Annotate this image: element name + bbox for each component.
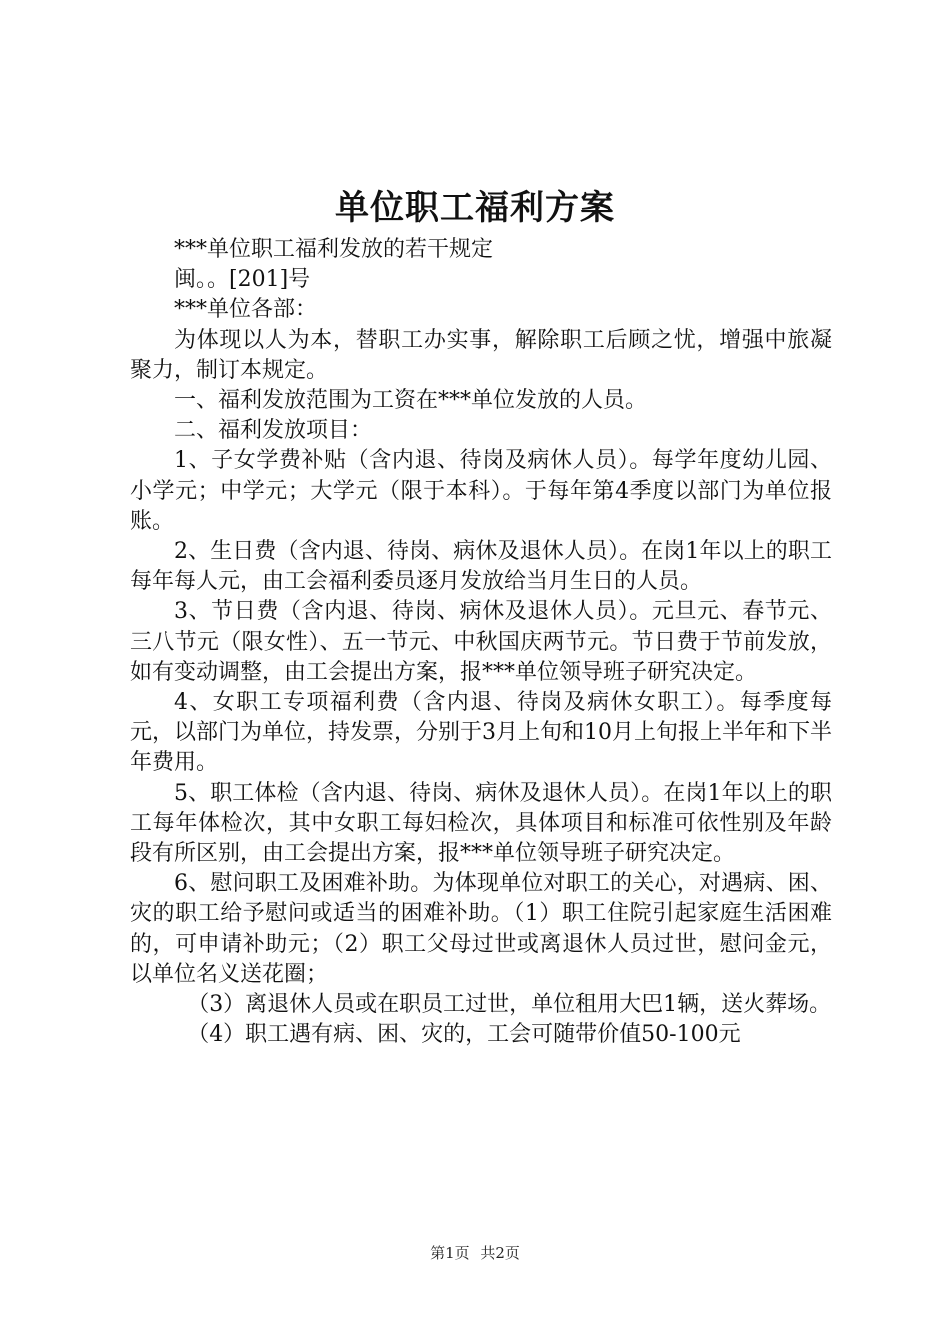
page-footer xyxy=(0,1242,950,1264)
paragraph-item-1: 1、子女学费补贴（含内退、待岗及病休人员）。每学年度幼儿园、小学元；中学元；大学元（限于本科）。于每年第4季度以部门为单位报账。 xyxy=(130,448,832,534)
document-title: 单位职工福利方案 xyxy=(335,188,615,228)
paragraph-item-6: 6、慰问职工及困难补助。为体现单位对职工的关心，对遇病、困、灾的职工给予慰问或适当的困难补助。（1）职工住院引起家庭生活困难的，可申请补助元；（2）职工父母过世或离退休人员过世，慰问金元，以单位名义送花圈； xyxy=(130,871,832,987)
paragraph-section-2: 二、福利发放项目： xyxy=(174,418,373,444)
paragraph-heading: ***单位职工福利发放的若干规定 xyxy=(174,237,494,262)
paragraph-section-1: 一、福利发放范围为工资在***单位发放的人员。 xyxy=(174,388,648,414)
paragraph-item-6-4: （4）职工遇有病、困、灾的，工会可随带价值50-100元 xyxy=(187,1022,741,1048)
paragraph-item-2: 2、生日费（含内退、待岗、病休及退休人员）。在岗1年以上的职工每年每人元，由工会福利委员逐月发放给当月生日的人员。 xyxy=(130,539,832,595)
page-number: 第1页 xyxy=(430,1244,470,1262)
paragraph-item-4: 4、女职工专项福利费（含内退、待岗及病休女职工）。每季度每元，以部门为单位，持发票，分别于3月上旬和10月上旬报上半年和下半年费用。 xyxy=(130,690,832,776)
paragraph-item-3: 3、节日费（含内退、待岗、病休及退休人员）。元旦元、春节元、三八节元（限女性）、五一节元、中秋国庆两节元。节日费于节前发放，如有变动调整，由工会提出方案，报***单位领导班子研究决定。 xyxy=(130,599,832,685)
paragraph-doc-number: 闽。。[201]号 xyxy=(174,267,311,293)
page-total: 共2页 xyxy=(480,1244,520,1262)
paragraph-item-6-3: （3）离退休人员或在职员工过世，单位租用大巴1辆，送火葬场。 xyxy=(187,992,832,1018)
paragraph-item-5: 5、职工体检（含内退、待岗、病休及退休人员）。在岗1年以上的职工每年体检次，其中女职工每妇检次，具体项目和标准可依性别及年龄段有所区别，由工会提出方案，报***单位领导班子研究决定。 xyxy=(130,780,832,867)
paragraph-salutation: ***单位各部： xyxy=(174,297,318,323)
paragraph-intro: 为体现以人为本，替职工办实事，解除职工后顾之忧，增强中旅凝聚力，制订本规定。 xyxy=(130,327,832,383)
document-body xyxy=(130,235,832,1050)
